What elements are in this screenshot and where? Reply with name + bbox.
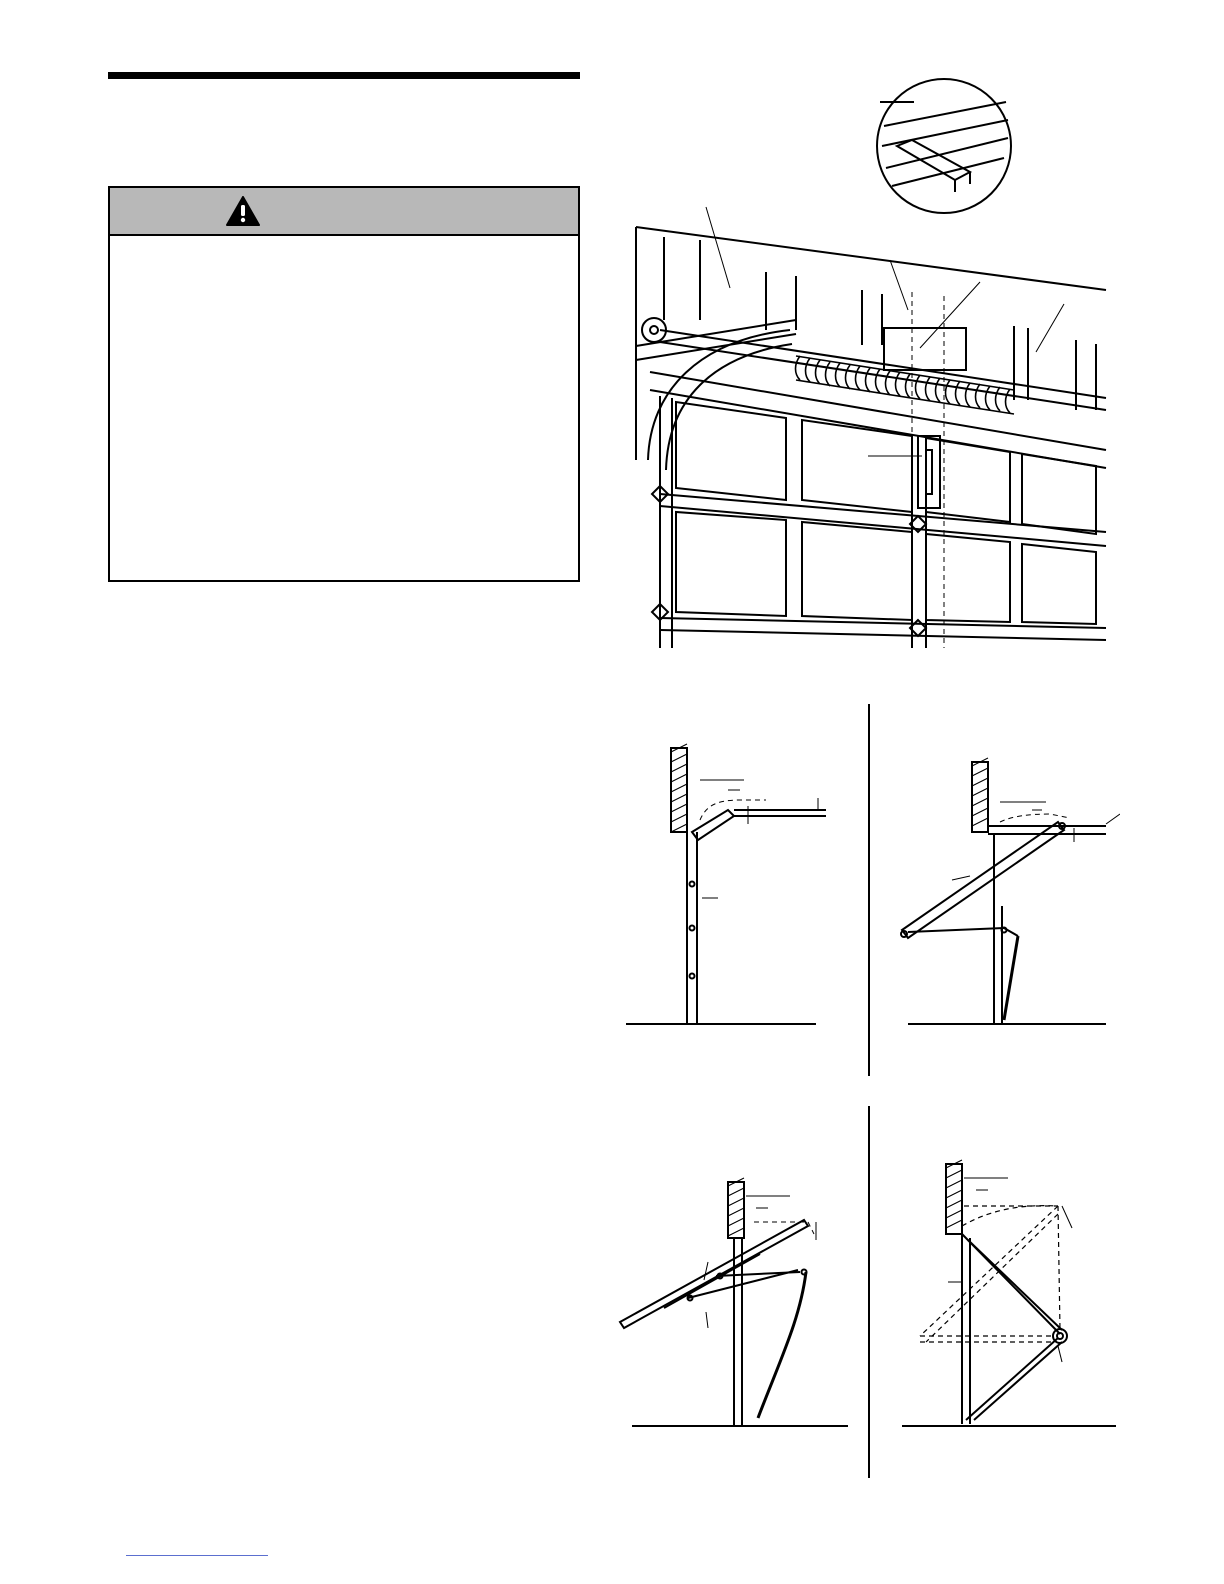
figure-divider-lower xyxy=(868,1106,870,1478)
footer-link-underline[interactable] xyxy=(126,1555,268,1556)
jamb-hardware-door-illustration xyxy=(616,1176,852,1432)
garage-door-header-illustration xyxy=(620,75,1116,650)
warning-box xyxy=(108,186,580,582)
warning-header xyxy=(110,188,578,236)
one-piece-door-track-illustration xyxy=(900,756,1120,1028)
pivot-hardware-door-illustration xyxy=(900,1158,1120,1430)
figure-divider-upper xyxy=(868,704,870,1076)
warning-triangle-icon xyxy=(226,196,260,226)
section-title-rule xyxy=(108,72,580,79)
one-piece-door-illustration xyxy=(626,740,830,1030)
